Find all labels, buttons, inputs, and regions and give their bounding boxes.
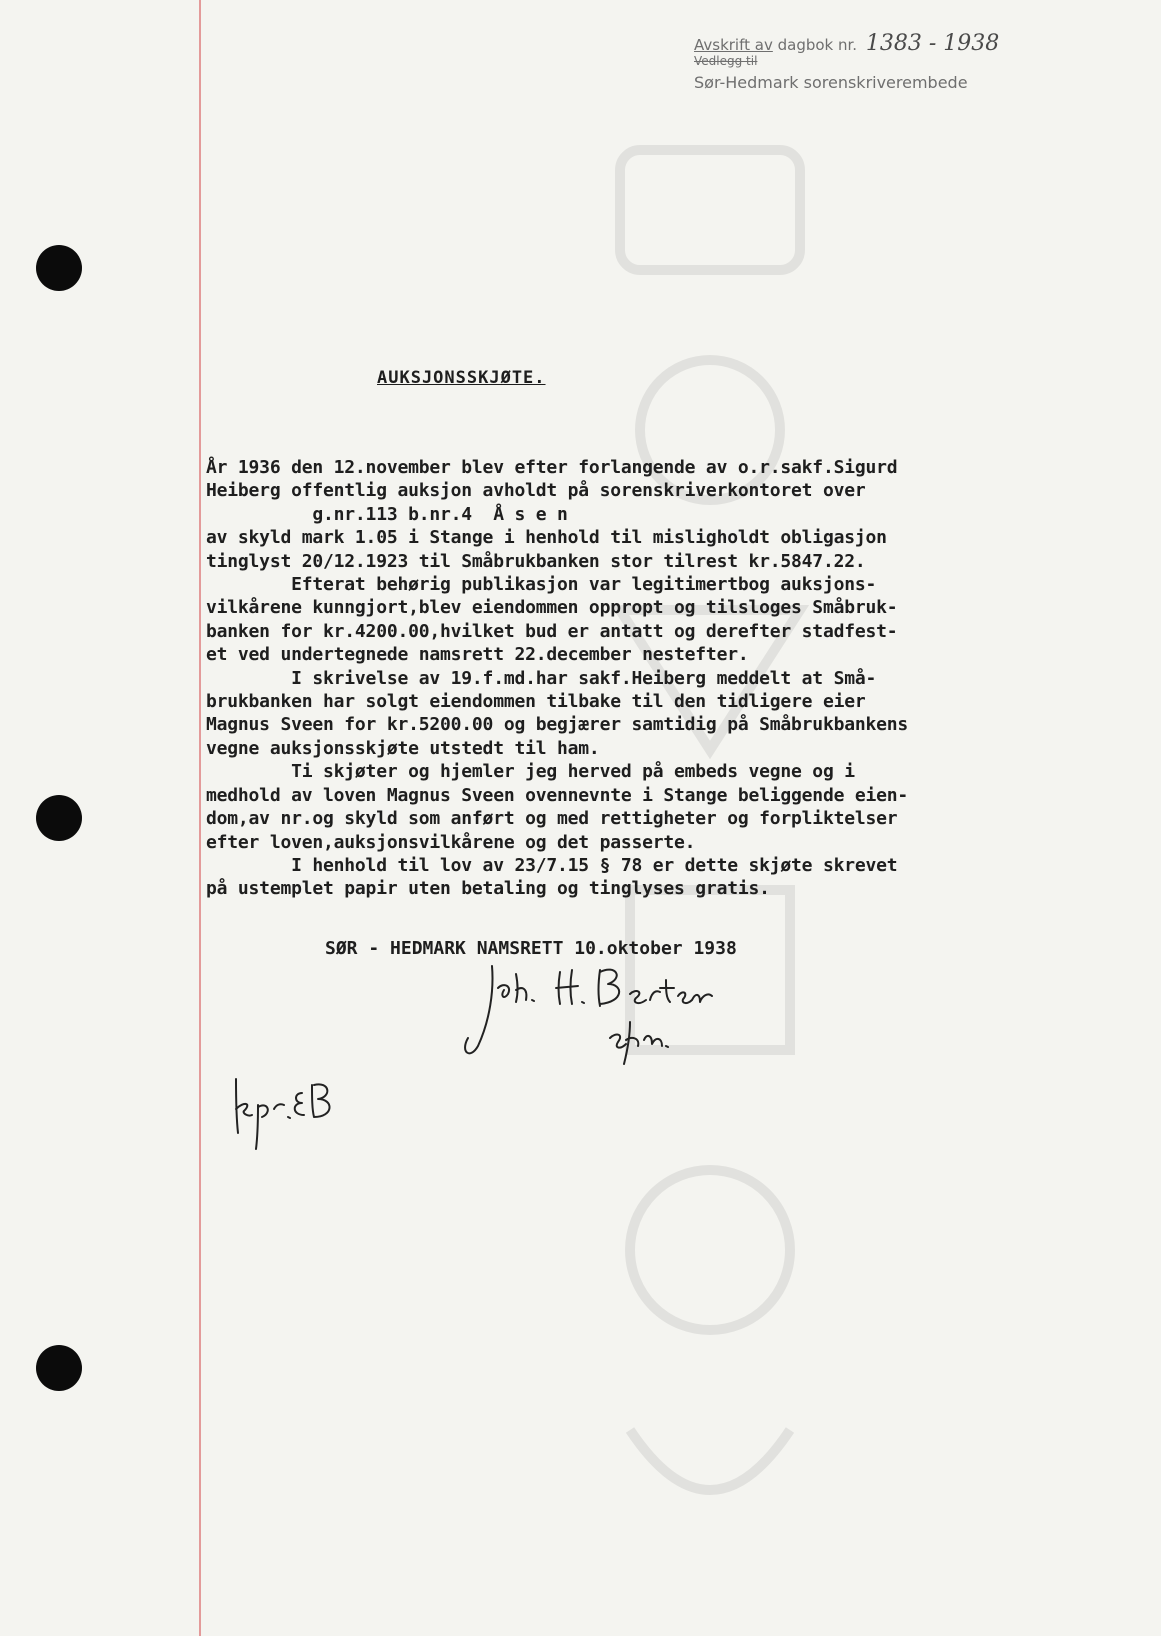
deed-line: År 1936 den 12.november blev efter forlangende av o.r.sakf.Sigurd xyxy=(206,457,898,478)
court-date-line: SØR - HEDMARK NAMSRETT 10.oktober 1938 xyxy=(325,938,737,959)
deed-body xyxy=(206,456,1106,901)
deed-line: I skrivelse av 19.f.md.har sakf.Heiberg meddelt at Små- xyxy=(206,667,877,689)
handwritten-annotation xyxy=(222,1075,362,1159)
deed-line: efter loven,auksjonsvilkårene og det passerte. xyxy=(206,831,696,853)
punch-hole xyxy=(36,1345,82,1391)
dagbok-number: 1383 - 1938 xyxy=(865,31,1000,56)
deed-line: banken for kr.4200.00,hvilket bud er antatt og derefter stadfest- xyxy=(206,620,898,642)
registry-stamp xyxy=(694,31,1000,93)
deed-line: medhold av loven Magnus Sveen ovennevnte i Stange beliggende eien- xyxy=(206,784,909,806)
vedlegg-label: Vedlegg til xyxy=(694,54,758,68)
signature xyxy=(460,960,760,1074)
deed-line: vegne auksjonsskjøte utstedt til ham. xyxy=(206,737,600,759)
deed-line: tinglyst 20/12.1923 til Småbrukbanken stor tilrest kr.5847.22. xyxy=(206,550,866,572)
deed-line: Magnus Sveen for kr.5200.00 og begjærer samtidig på Småbrukbankens xyxy=(206,714,909,736)
annotation-image xyxy=(222,1075,362,1155)
deed-line: I henhold til lov av 23/7.15 § 78 er dette skjøte skrevet xyxy=(206,854,898,876)
deed-line: dom,av nr.og skyld som anført og med rettigheter og forpliktelser xyxy=(206,808,898,830)
deed-line: Ti skjøter og hjemler jeg herved på embeds vegne og i xyxy=(206,761,855,783)
punch-hole xyxy=(36,795,82,841)
deed-line: Efterat behørig publikasjon var legitimertbog auksjons- xyxy=(206,574,877,596)
deed-line: Heiberg offentlig auksjon avholdt på sorenskriverkontoret over xyxy=(206,480,866,502)
deed-line: på ustemplet papir uten betaling og tinglyses gratis. xyxy=(206,878,770,900)
office-name: Sør-Hedmark sorenskriverembede xyxy=(694,73,968,92)
deed-line: et ved undertegnede namsrett 22.december nestefter. xyxy=(206,644,749,666)
signature-image xyxy=(460,960,760,1070)
deed-line: g.nr.113 b.nr.4 Å s e n xyxy=(206,503,568,525)
document-title: AUKSJONSSKJØTE. xyxy=(377,368,546,388)
dagbok-label: dagbok nr. xyxy=(777,36,858,54)
margin-rule xyxy=(199,0,201,1636)
deed-line: brukbanken har solgt eiendommen tilbake til den tidligere eier xyxy=(206,691,866,713)
deed-line: av skyld mark 1.05 i Stange i henhold til misligholdt obligasjon xyxy=(206,527,887,549)
avskrift-label: Avskrift av xyxy=(694,36,773,54)
punch-hole xyxy=(36,245,82,291)
deed-line: vilkårene kunngjort,blev eiendommen oppropt og tilsloges Småbruk- xyxy=(206,597,898,619)
